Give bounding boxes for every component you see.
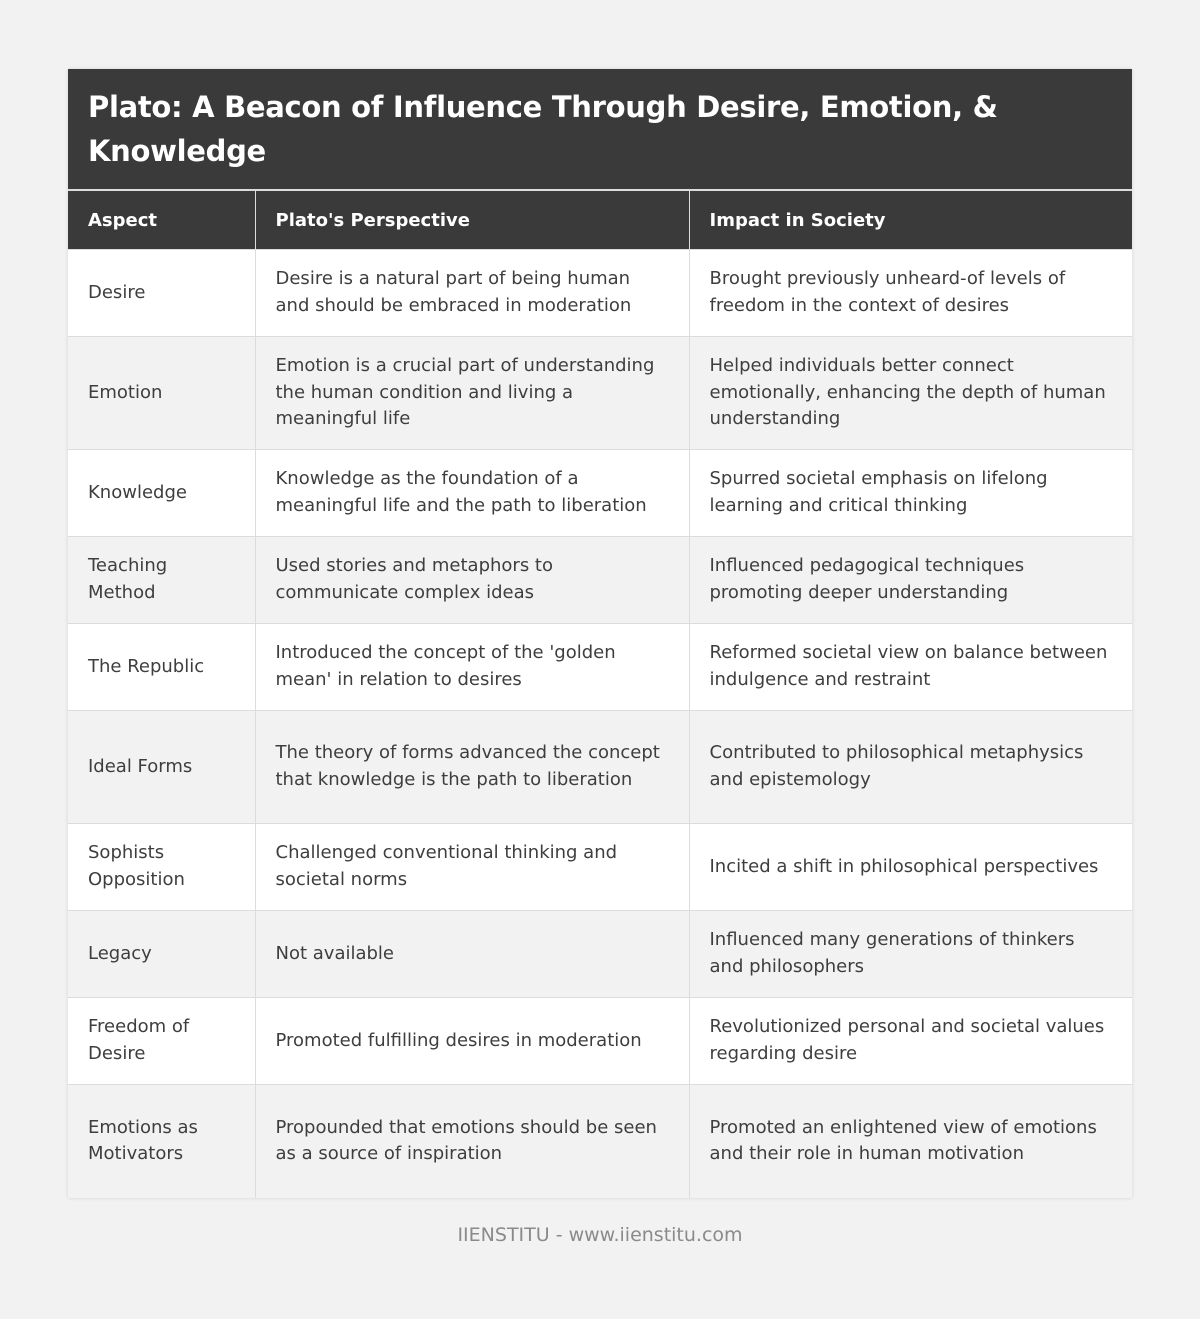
cell-impact: Contributed to philosophical metaphysics and epistemology bbox=[689, 711, 1132, 824]
table-row bbox=[68, 537, 1132, 624]
table-row bbox=[68, 337, 1132, 450]
cell-impact: Brought previously unheard-of levels of freedom in the context of desires bbox=[689, 250, 1132, 337]
column-header-impact: Impact in Society bbox=[689, 191, 1132, 250]
cell-impact: Influenced pedagogical techniques promoting deeper understanding bbox=[689, 537, 1132, 624]
column-header-perspective: Plato's Perspective bbox=[255, 191, 689, 250]
table-row bbox=[68, 998, 1132, 1085]
cell-impact: Influenced many generations of thinkers and philosophers bbox=[689, 911, 1132, 998]
footer-credit: IIENSTITU - www.iienstitu.com bbox=[457, 1224, 743, 1246]
cell-aspect: Ideal Forms bbox=[68, 711, 255, 824]
cell-perspective: Promoted fulfilling desires in moderation bbox=[255, 998, 689, 1085]
cell-aspect: Freedom of Desire bbox=[68, 998, 255, 1085]
cell-aspect: Sophists Opposition bbox=[68, 824, 255, 911]
header-row bbox=[68, 191, 1132, 250]
data-table bbox=[68, 191, 1132, 1198]
cell-perspective: Used stories and metaphors to communicate complex ideas bbox=[255, 537, 689, 624]
cell-aspect: Legacy bbox=[68, 911, 255, 998]
cell-perspective: Propounded that emotions should be seen as a source of inspiration bbox=[255, 1085, 689, 1198]
table-row bbox=[68, 624, 1132, 711]
cell-perspective: Desire is a natural part of being human and should be embraced in moderation bbox=[255, 250, 689, 337]
cell-perspective: Emotion is a crucial part of understanding the human condition and living a meaningful life bbox=[255, 337, 689, 450]
table-card bbox=[68, 69, 1132, 1198]
cell-aspect: Teaching Method bbox=[68, 537, 255, 624]
table-row bbox=[68, 250, 1132, 337]
table-row bbox=[68, 911, 1132, 998]
cell-aspect: Emotions as Motivators bbox=[68, 1085, 255, 1198]
table-row bbox=[68, 824, 1132, 911]
column-header-aspect: Aspect bbox=[68, 191, 255, 250]
cell-aspect: Desire bbox=[68, 250, 255, 337]
cell-perspective: The theory of forms advanced the concept that knowledge is the path to liberation bbox=[255, 711, 689, 824]
cell-perspective: Knowledge as the foundation of a meaningful life and the path to liberation bbox=[255, 450, 689, 537]
cell-impact: Promoted an enlightened view of emotions and their role in human motivation bbox=[689, 1085, 1132, 1198]
cell-aspect: Emotion bbox=[68, 337, 255, 450]
cell-impact: Reformed societal view on balance between indulgence and restraint bbox=[689, 624, 1132, 711]
table-row bbox=[68, 450, 1132, 537]
cell-aspect: Knowledge bbox=[68, 450, 255, 537]
cell-impact: Revolutionized personal and societal values regarding desire bbox=[689, 998, 1132, 1085]
table-row bbox=[68, 1085, 1132, 1198]
table-row bbox=[68, 711, 1132, 824]
cell-aspect: The Republic bbox=[68, 624, 255, 711]
cell-impact: Spurred societal emphasis on lifelong learning and critical thinking bbox=[689, 450, 1132, 537]
table-title: Plato: A Beacon of Influence Through Desire, Emotion, & Knowledge bbox=[68, 69, 1132, 191]
cell-impact: Incited a shift in philosophical perspectives bbox=[689, 824, 1132, 911]
cell-impact: Helped individuals better connect emotionally, enhancing the depth of human understanding bbox=[689, 337, 1132, 450]
cell-perspective: Introduced the concept of the 'golden mean' in relation to desires bbox=[255, 624, 689, 711]
cell-perspective: Challenged conventional thinking and societal norms bbox=[255, 824, 689, 911]
cell-perspective: Not available bbox=[255, 911, 689, 998]
